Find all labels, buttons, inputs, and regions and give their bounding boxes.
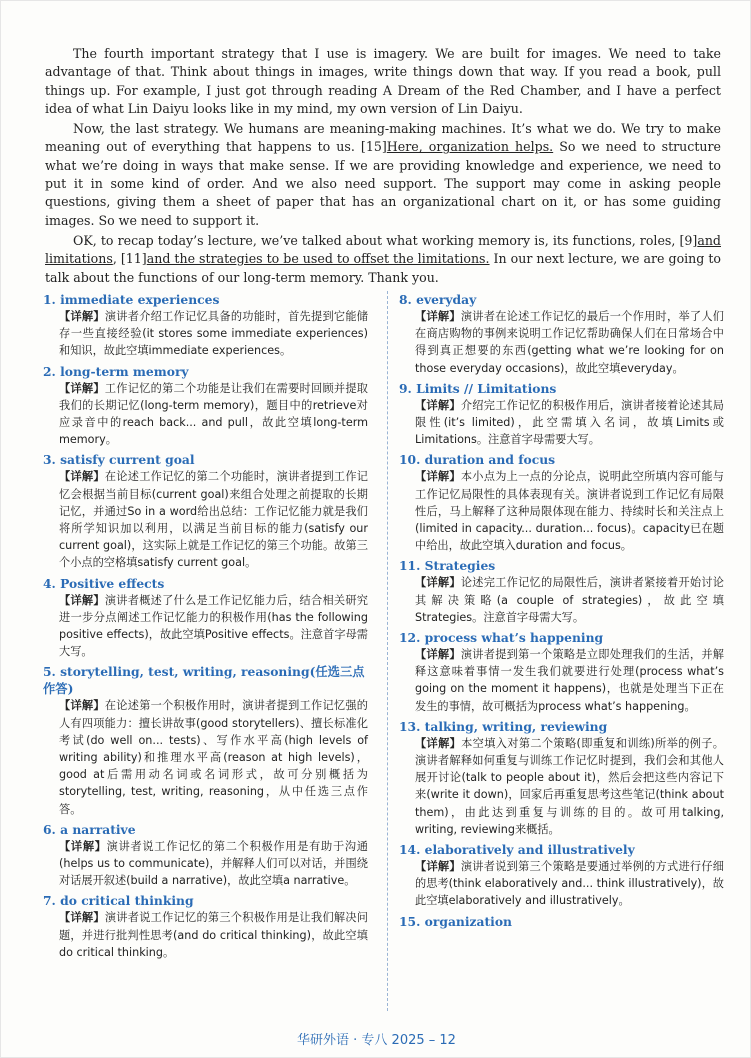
explanation-text: 在论述工作记忆的第二个功能时，演讲者提到工作记忆会根据当前目标(current goal)来组合处理之前提取的长期记忆，并通过So in a word给出总结：工作记忆能力就是我们将所学知识加以利用，以满足当前目标的能力(satisfy our current goal)，这实际上就是工作记忆的第三个功能。故第三个小点的空格填satisfy current goal。 (59, 470, 368, 570)
answers-left-column (43, 291, 368, 964)
answer-heading: 1. immediate experiences (43, 292, 220, 307)
answer-explanation (59, 838, 368, 890)
p2-text-a: Now, the last strategy. We humans are meaning-making machines. It’s what we do. We try to make meaning out of everything that happens to us. [15] (45, 121, 721, 155)
transcript-paragraph-1: The fourth important strategy that I use is imagery. We are built for images. We need to take advantage of that. Think about things in images, write things down that way. If you read a book, pull things up. For example, I just got through reading A Dream of the Red Chamber, and I have a perfect idea of what Lin Daiyu looks like in my mind, my own version of Lin Daiyu. (45, 46, 721, 116)
explanation-tag: 【详解】 (415, 860, 461, 874)
p3-text-a: OK, to recap today’s lecture, we’ve talked about what working memory is, its functions, roles, [9] (73, 232, 698, 248)
transcript-paragraph-3 (45, 232, 721, 287)
explanation-tag: 【详解】 (59, 310, 105, 323)
underlined-answer-9: and limitations (45, 232, 721, 267)
answer-explanation (415, 468, 724, 554)
answer-heading: 9. Limits // Limitations (399, 380, 557, 396)
answer-heading: 7. do critical thinking (43, 893, 194, 909)
answer-explanation (415, 574, 724, 626)
answer-explanation (415, 397, 724, 449)
answers-right-column (399, 291, 724, 933)
explanation-text: 本空填入对第二个策略(即重复和训练)所举的例子。演讲者解释如何重复与训练工作记忆时提到，我们会和其他人展开讨论(talk to people about it)，然后会把这些内容记下来(write it down)，回家后再重复思考这些笔记(think about them)，由此达到重复与训练的目的。故可用talking, writing, reviewing来概括。 (415, 736, 724, 836)
answer-explanation (59, 592, 368, 661)
explanation-text: 演讲者说工作记忆的第二个积极作用是有助于沟通(helps us to communicate)，并解释人们可以对话，并围绕对话展开叙述(build a narrative)，故此空填a narrative。 (59, 839, 368, 888)
explanation-tag: 【详解】 (59, 381, 105, 395)
answer-heading: 4. Positive effects (43, 575, 165, 591)
explanation-tag: 【详解】 (415, 310, 461, 323)
explanation-tag: 【详解】 (59, 911, 105, 925)
answer-item (399, 841, 724, 910)
answer-item (43, 892, 368, 961)
answer-item (43, 663, 368, 817)
answer-heading: 13. talking, writing, reviewing (399, 718, 608, 734)
explanation-text: 在论述第一个积极作用时，演讲者提到工作记忆强的人有四项能力：擅长讲故事(good storytellers)、擅长标准化考试(do well on... tests)、写作水平高(high levels of writing ability)和推理水平高(reason at high levels)，good at后需用动名词或名词形式，故可分别概括为storytelling, test, writing, reasoning，从中任选三点作答。 (59, 699, 368, 816)
underlined-answer-11: and the strategies to be used to offset the limitations. (146, 251, 490, 267)
explanation-tag: 【详解】 (415, 576, 461, 590)
explanation-tag: 【详解】 (59, 839, 107, 853)
explanation-text: 工作记忆的第二个功能是让我们在需要时回顾并提取我们的长期记忆(long-term memory)，题目中的retrieve对应录音中的reach back... and pull，故此空填long-term memory。 (59, 381, 368, 447)
explanation-text: 演讲者在论述工作记忆的最后一个作用时，举了人们在商店购物的事例来说明工作记忆帮助确保人们在日常场合中得到真正想要的东西(getting what we’re looking for on those everyday occasions)，故此空填everyday。 (415, 310, 724, 375)
explanation-tag: 【详解】 (59, 470, 105, 484)
answer-explanation (415, 735, 724, 838)
p3-text-c: In our next lecture, we are going to talk about the functions of our long-term memory. Thank you. (45, 251, 722, 285)
answer-explanation (59, 697, 368, 817)
answer-heading: 15. organization (399, 913, 512, 929)
explanation-tag: 【详解】 (59, 699, 105, 713)
explanation-tag: 【详解】 (415, 398, 461, 412)
answer-heading: 3. satisfy current goal (43, 452, 195, 468)
answer-explanation (415, 308, 724, 377)
answer-heading: 10. duration and focus (399, 452, 556, 468)
transcript (45, 45, 721, 289)
explanation-text: 本小点为上一点的分论点，说明此空所填内容可能与工作记忆局限性的具体表现有关。演讲者说到工作记忆有局限性后，马上解释了这种局限体现在能力、持续时长和关注点上(limited in capacity... duration... focus)。capacity已在题中给出，故此空填入duration and focus。 (415, 470, 724, 553)
column-divider (387, 291, 388, 1011)
explanation-tag: 【详解】 (415, 648, 461, 662)
explanation-text: 演讲者提到第一个策略是立即处理我们的生活，并解释这意味着事情一发生我们就要进行处理(process what’s going on the moment it happens)，也就是处理当下正在发生的事情，故可概括为process what’s happening。 (415, 648, 724, 713)
answer-explanation (59, 468, 368, 571)
explanation-text: 演讲者概述了什么是工作记忆能力后，结合相关研究进一步分点阐述工作记忆能力的积极作用(has the following positive effects)，故此空填Positive effects。注意首字母需大写。 (59, 593, 368, 659)
answer-heading: 12. process what’s happening (399, 630, 604, 646)
p3-text-b: , [11] (112, 251, 147, 267)
explanation-text: 演讲者说到第三个策略是要通过举例的方式进行仔细的思考(think elaboratively and... think illustratively)，故此空填elaboratively and illustratively。 (415, 860, 724, 908)
answer-heading: 8. everyday (399, 292, 477, 307)
answer-explanation (415, 646, 724, 715)
answer-explanation (59, 909, 368, 961)
answer-explanation (415, 858, 724, 910)
explanation-text: 介绍完工作记忆的积极作用后，演讲者接着论述其局限性(it’s limited)，此空需填入名词，故填Limits或Limitations。注意首字母需要大写。 (415, 398, 724, 447)
p2-text-b: So we need to structure what we’re doing in ways that make sense. If we are providing knowledge and experience, we need to put it in some kind of order. And we also need support. The support may come in asking people questions, giving them a sheet of paper that has an organizational chart on it, or has some guiding images. So we need to support it. (45, 139, 721, 228)
answer-heading: 11. Strategies (399, 558, 496, 574)
answer-item (43, 821, 368, 890)
answer-item (399, 629, 724, 715)
explanation-text: 论述完工作记忆的局限性后，演讲者紧接着开始讨论其解决策略(a couple of strategies)，故此空填Strategies。注意首字母需大写。 (415, 576, 724, 624)
answer-item (43, 575, 368, 661)
underlined-answer-15: Here, organization helps. (386, 139, 554, 155)
answer-item (399, 380, 724, 449)
answer-heading: 6. a narrative (43, 821, 136, 837)
answer-item (399, 291, 724, 377)
answer-explanation (59, 308, 368, 360)
explanation-tag: 【详解】 (415, 736, 462, 750)
answer-item (399, 718, 724, 838)
answer-item (43, 363, 368, 449)
answer-explanation (59, 380, 368, 449)
answer-item (399, 557, 724, 626)
answer-heading: 14. elaboratively and illustratively (399, 842, 635, 858)
answer-heading: 5. storytelling, test, writing, reasoning(任选三点作答) (43, 664, 365, 697)
page-footer: 华研外语 · 专八 2025 – 12 (297, 1033, 456, 1048)
explanation-tag: 【详解】 (415, 470, 461, 484)
transcript-paragraph-2 (45, 120, 721, 230)
explanation-text: 演讲者说工作记忆的第三个积极作用是让我们解决问题，并进行批判性思考(and do critical thinking)，故此空填do critical thinking。 (59, 911, 368, 959)
explanation-text: 演讲者介绍工作记忆具备的功能时，首先提到它能储存一些直接经验(it stores some immediate experiences)和知识，故此空填immediate experiences。 (59, 310, 368, 358)
answer-heading: 2. long-term memory (43, 363, 189, 379)
explanation-tag: 【详解】 (59, 593, 105, 607)
answer-item (43, 291, 368, 360)
answer-item (43, 451, 368, 571)
answer-item (399, 913, 724, 930)
answer-item (399, 451, 724, 554)
